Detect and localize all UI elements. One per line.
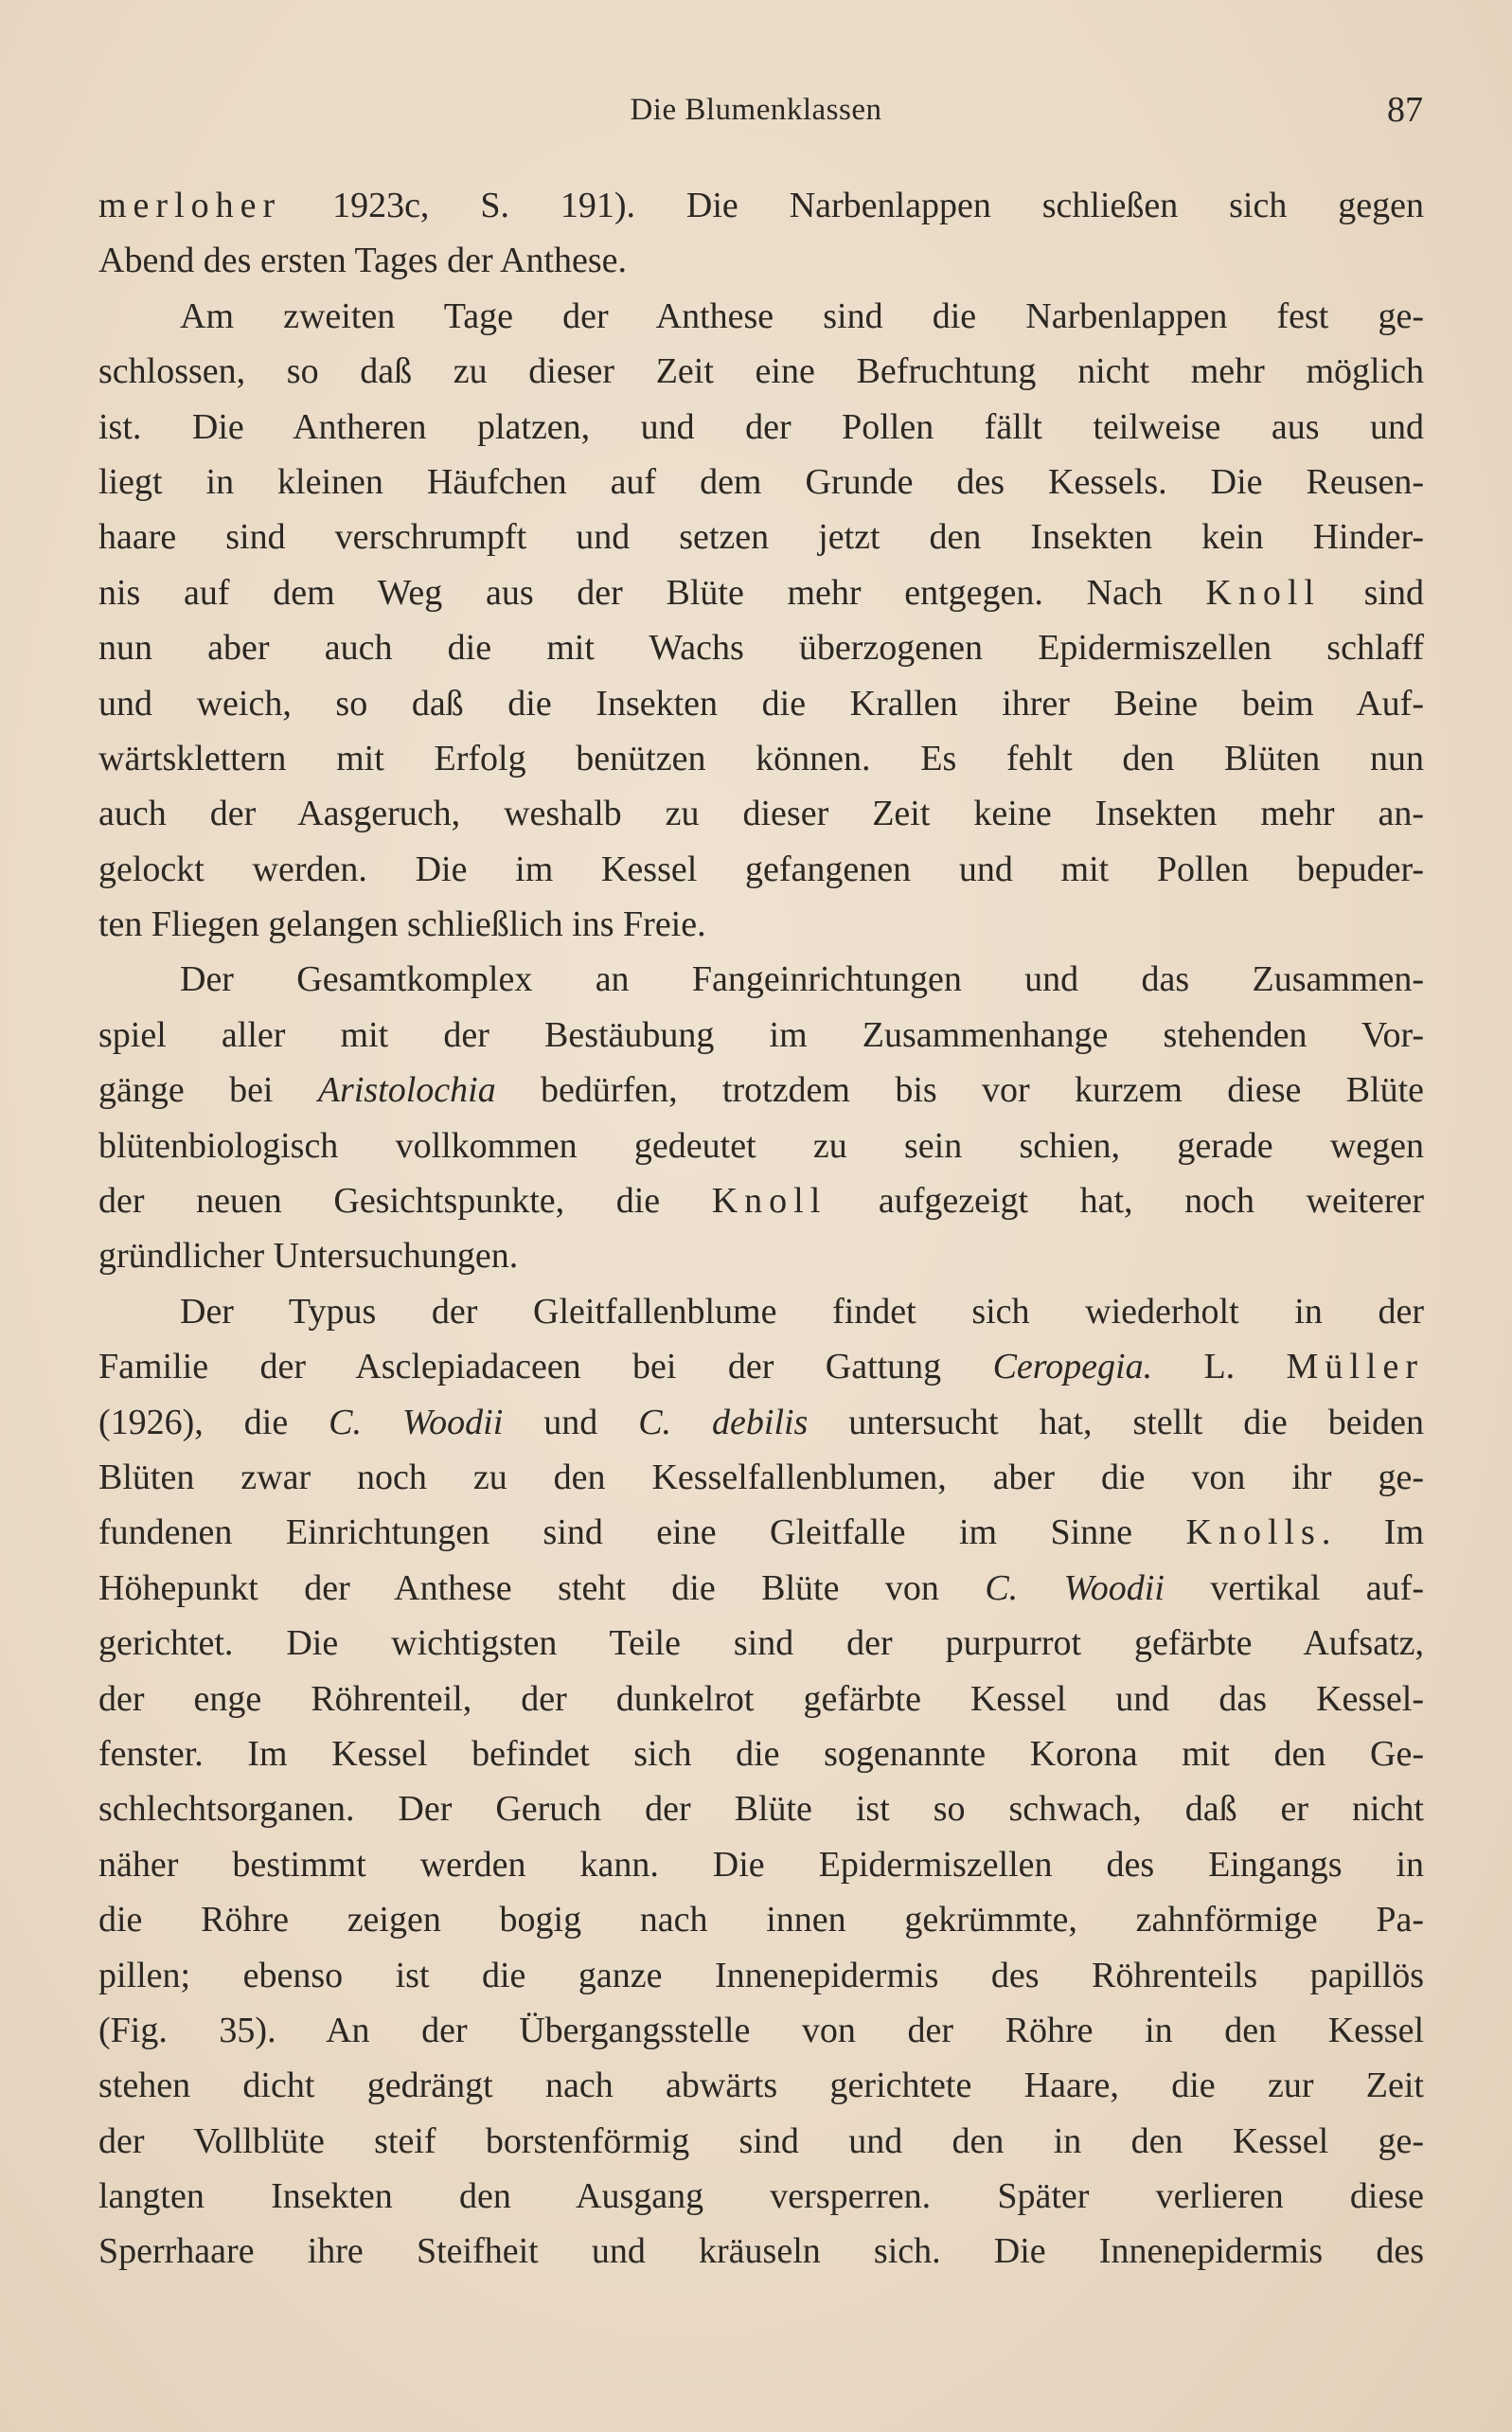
text-line — [98, 1173, 1424, 1228]
text-run: blütenbiologisch vollkommen gedeutet zu sein schien, gerade wegen — [98, 1125, 1424, 1166]
text-run: Am zweiten Tage der Anthese sind die Narbenlappen fest ge- — [180, 295, 1424, 336]
text-run: liegt in kleinen Häufchen auf dem Grunde des Kessels. Die Reusen- — [98, 461, 1424, 502]
text-line — [98, 952, 1424, 1007]
running-title: Die Blumenklassen — [630, 93, 882, 127]
body-text — [98, 178, 1424, 2280]
text-line — [98, 1837, 1424, 1892]
text-line — [98, 1561, 1424, 1616]
text-run: gelockt werden. Die im Kessel gefangenen und mit Pollen bepuder- — [98, 849, 1424, 889]
text-run: spiel aller mit der Bestäubung im Zusammenhange stehenden Vor- — [98, 1014, 1424, 1055]
text-line — [98, 344, 1424, 399]
text-line — [98, 1948, 1424, 2003]
text-line — [98, 2224, 1424, 2279]
text-line — [98, 1616, 1424, 1671]
text-run: pillen; ebenso ist die ganze Innenepidermis des Röhrenteils papillös — [98, 1955, 1424, 1995]
text-run: der enge Röhrenteil, der dunkelrot gefärbte Kessel und das Kessel- — [98, 1678, 1424, 1719]
text-line — [98, 1284, 1424, 1339]
text-line — [98, 1228, 1424, 1283]
text-line — [98, 1339, 1424, 1394]
text-run: ist. Die Antheren platzen, und der Pollen fällt teilweise aus und — [98, 406, 1424, 447]
text-run: näher bestimmt werden kann. Die Epidermiszellen des Eingangs in — [98, 1844, 1424, 1885]
text-run: Der Typus der Gleitfallenblume findet sich wiederholt in der — [180, 1291, 1424, 1332]
text-run: (1926), die — [98, 1402, 329, 1442]
text-run: der neuen Gesichtspunkte, die — [98, 1181, 712, 1222]
text-line — [98, 676, 1424, 731]
text-line — [98, 1008, 1424, 1063]
text-line — [98, 2003, 1424, 2058]
italic-term: C. Woodii — [985, 1567, 1165, 1608]
text-run: L. — [1152, 1347, 1287, 1387]
text-run: nis auf dem Weg aus der Blüte mehr entgegen. Nach — [98, 572, 1206, 613]
text-line — [98, 1726, 1424, 1781]
text-line — [98, 1781, 1424, 1836]
text-line — [98, 455, 1424, 510]
text-run: Blüten zwar noch zu den Kesselfallenblumen, aber die von ihr ge- — [98, 1457, 1424, 1497]
italic-term: Aristolochia — [317, 1070, 496, 1111]
text-run: Abend des ersten Tages der Anthese. — [98, 241, 628, 281]
text-line — [98, 2169, 1424, 2224]
author-name: Knolls — [1185, 1512, 1322, 1553]
text-run: untersucht hat, stellt die beiden — [808, 1402, 1424, 1442]
text-run: bedürfen, trotzdem bis vor kurzem diese Blüte — [495, 1070, 1425, 1111]
text-line — [98, 2058, 1424, 2113]
text-run: gründlicher Untersuchungen. — [98, 1236, 519, 1277]
text-line — [98, 1672, 1424, 1726]
text-run: fenster. Im Kessel befindet sich die sogenannte Korona mit den Ge- — [98, 1733, 1424, 1774]
text-line — [98, 233, 1424, 288]
text-run: und weich, so daß die Insekten die Krallen ihrer Beine beim Auf- — [98, 683, 1424, 724]
author-name: Müller — [1286, 1347, 1424, 1387]
page-number: 87 — [1387, 90, 1423, 130]
text-run: vertikal auf- — [1164, 1567, 1424, 1608]
text-run: sind — [1320, 572, 1424, 613]
text-line — [98, 731, 1424, 786]
text-line — [98, 289, 1424, 344]
italic-term: C. Woodii — [329, 1402, 504, 1442]
text-line — [98, 842, 1424, 897]
text-run: Familie der Asclepiadaceen bei der Gattung — [98, 1347, 993, 1387]
text-line — [98, 400, 1424, 455]
text-run: 1923c, S. 191). Die Narbenlappen schließen sich gegen — [281, 186, 1424, 225]
text-run: schlechtsorganen. Der Geruch der Blüte ist so schwach, daß er nicht — [98, 1789, 1424, 1830]
text-run: ten Fliegen gelangen schließlich ins Freie. — [98, 904, 706, 945]
text-line — [98, 2114, 1424, 2169]
text-line — [98, 1063, 1424, 1118]
text-line — [98, 1118, 1424, 1173]
text-run: schlossen, so daß zu dieser Zeit eine Befruchtung nicht mehr möglich — [98, 351, 1424, 392]
text-run: der Vollblüte steif borstenförmig sind und den in den Kessel ge- — [98, 2120, 1424, 2161]
text-line — [98, 510, 1424, 564]
text-run: stehen dicht gedrängt nach abwärts gerichtete Haare, die zur Zeit — [98, 2065, 1424, 2106]
author-name: Knoll — [1205, 572, 1321, 613]
text-line — [98, 897, 1424, 952]
text-run: Sperrhaare ihre Steifheit und kräuseln sich. Die Innenepidermis des — [98, 2231, 1424, 2272]
text-line — [98, 786, 1424, 841]
text-run: nun aber auch die mit Wachs überzogenen Epidermiszellen schlaff — [98, 628, 1424, 669]
text-line — [98, 565, 1424, 620]
text-run: . Im — [1321, 1512, 1425, 1553]
text-line — [98, 1505, 1424, 1560]
text-run: langten Insekten den Ausgang versperren. Später verlieren diese — [98, 2176, 1424, 2217]
text-run: (Fig. 35). An der Übergangsstelle von der Röhre in den Kessel — [98, 2010, 1424, 2050]
text-line — [98, 1450, 1424, 1505]
text-line — [98, 1892, 1424, 1947]
running-head — [0, 90, 1512, 134]
author-name: Knoll — [711, 1181, 827, 1222]
text-run: wärtsklettern mit Erfolg benützen können. Es fehlt den Blüten nun — [98, 738, 1424, 778]
text-run: auch der Aasgeruch, weshalb zu dieser Zeit keine Insekten mehr an- — [98, 794, 1424, 834]
text-line — [98, 178, 1424, 233]
text-run: die Röhre zeigen bogig nach innen gekrümmte, zahnförmige Pa- — [98, 1900, 1424, 1940]
text-run: und — [503, 1402, 639, 1442]
text-run: aufgezeigt hat, noch weiterer — [827, 1181, 1424, 1222]
text-run: Höhepunkt der Anthese steht die Blüte von — [98, 1567, 986, 1608]
italic-term: C. debilis — [638, 1402, 809, 1442]
text-run: fundenen Einrichtungen sind eine Gleitfalle im Sinne — [98, 1512, 1186, 1553]
text-line — [98, 1395, 1424, 1450]
italic-term: Ceropegia. — [992, 1347, 1153, 1387]
text-run: gänge bei — [98, 1070, 318, 1111]
text-line — [98, 620, 1424, 675]
text-run: haare sind verschrumpft und setzen jetzt den Insekten kein Hinder- — [98, 517, 1424, 558]
text-run: gerichtet. Die wichtigsten Teile sind der purpurrot gefärbte Aufsatz, — [98, 1623, 1424, 1664]
author-name: merloher — [98, 186, 282, 225]
text-run: Der Gesamtkomplex an Fangeinrichtungen und das Zusammen- — [180, 959, 1424, 1000]
